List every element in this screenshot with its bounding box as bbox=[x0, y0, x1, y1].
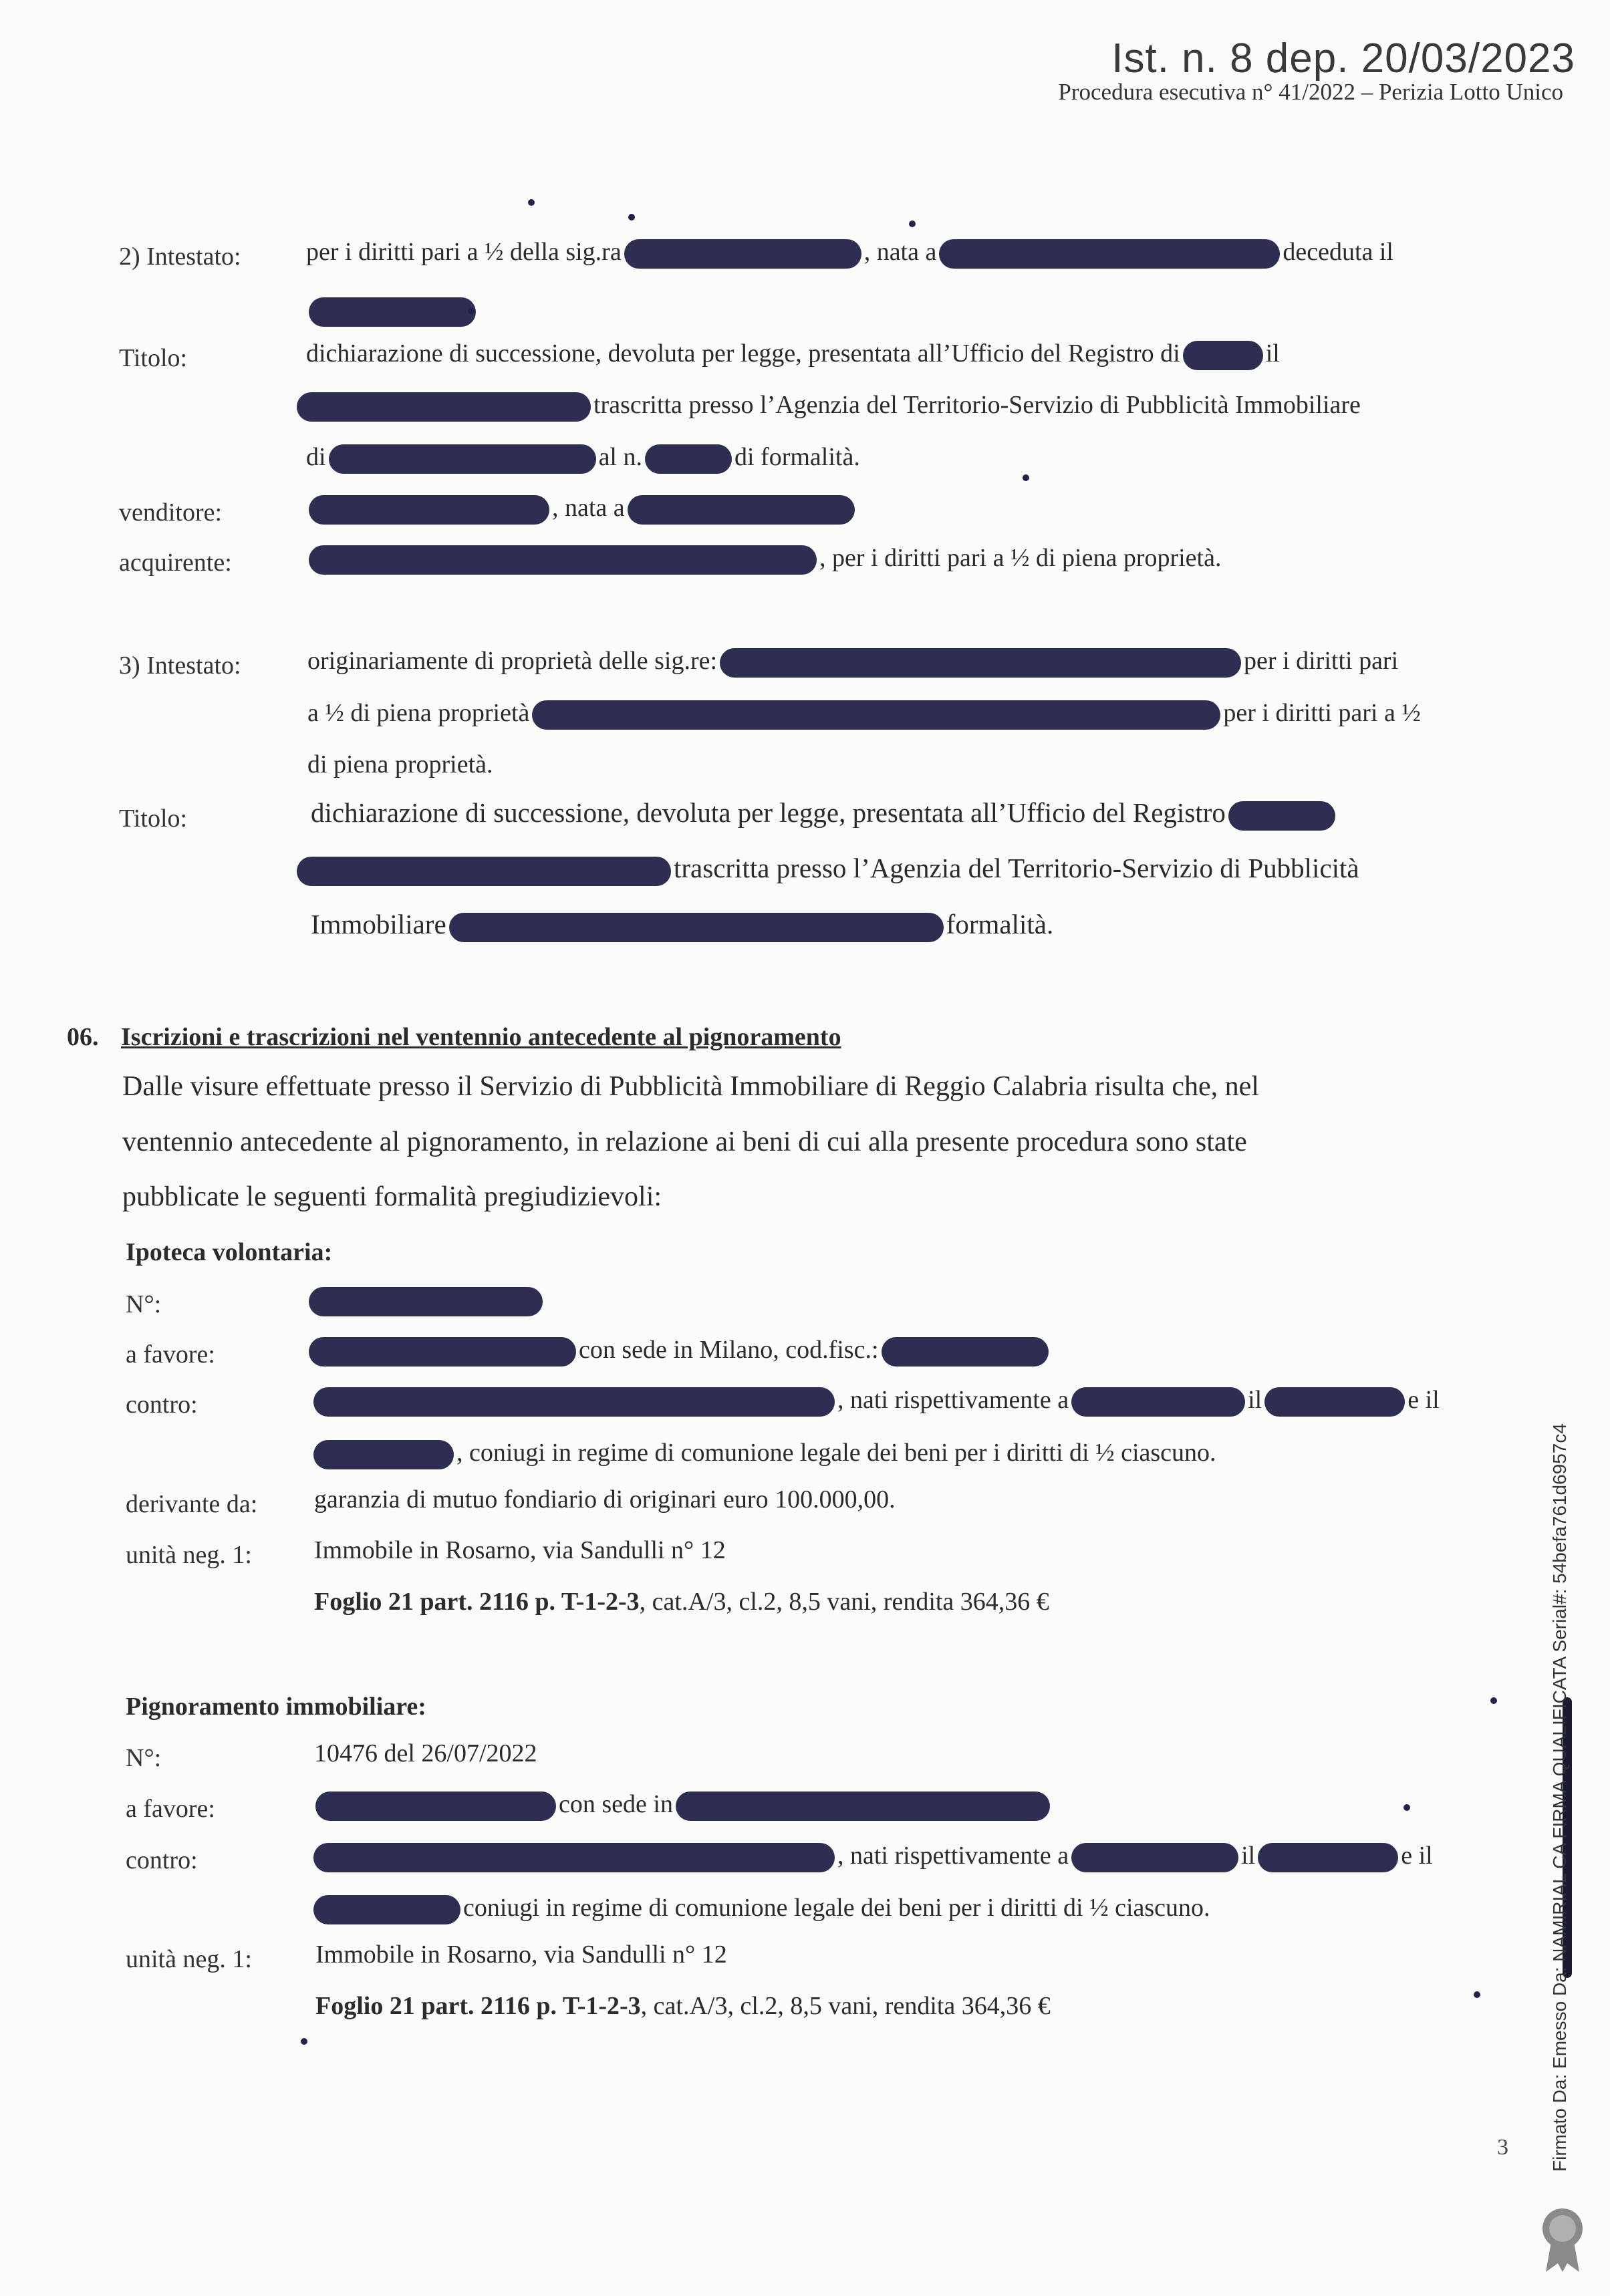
text-segment: il bbox=[1265, 339, 1280, 368]
foglio-bold: Foglio 21 part. 2116 p. T-1-2-3 bbox=[314, 1588, 640, 1616]
intestato-3-line1 bbox=[307, 648, 1398, 678]
text-segment: coniugi in regime di comunione legale dei beni per i diritti di ½ ciascuno. bbox=[463, 1894, 1210, 1922]
ink-speck bbox=[1403, 1804, 1410, 1811]
titolo-2-line3 bbox=[306, 444, 860, 474]
titolo-2-label: Titolo: bbox=[119, 344, 188, 372]
redaction-names bbox=[313, 1387, 835, 1417]
redaction-place bbox=[1228, 801, 1335, 831]
redaction-name bbox=[532, 700, 1220, 730]
venditore-label: venditore: bbox=[119, 498, 223, 527]
ink-speck bbox=[909, 221, 916, 227]
text-segment: con sede in Milano, cod.fisc.: bbox=[579, 1336, 879, 1364]
pignoramento-favore-value bbox=[313, 1791, 1053, 1821]
page-subtitle: Procedura esecutiva n° 41/2022 – Perizia Lotto Unico bbox=[1058, 79, 1563, 105]
redaction-birth bbox=[939, 239, 1280, 269]
pignoramento-unita-value: Immobile in Rosarno, via Sandulli n° 12 bbox=[315, 1941, 727, 1969]
section-06-heading bbox=[67, 1022, 841, 1052]
ipoteca-derivante-label: derivante da: bbox=[126, 1490, 258, 1518]
deposit-stamp: Ist. n. 8 dep. 20/03/2023 bbox=[1111, 35, 1575, 82]
redaction-name bbox=[309, 545, 817, 575]
text-segment: , nata a bbox=[552, 494, 625, 522]
redaction-number bbox=[645, 444, 732, 474]
text-segment: per i diritti pari bbox=[1244, 647, 1399, 675]
text-segment: e il bbox=[1401, 1842, 1433, 1870]
pignoramento-heading: Pignoramento immobiliare: bbox=[126, 1693, 426, 1721]
intestato-2-line2 bbox=[306, 297, 479, 327]
intestato-3-label: 3) Intestato: bbox=[119, 652, 241, 680]
redaction-creditor bbox=[315, 1791, 556, 1821]
ink-speck bbox=[301, 2038, 307, 2045]
redaction-date bbox=[313, 1440, 454, 1469]
acquirente-label: acquirente: bbox=[119, 549, 232, 577]
intestato-2-line1 bbox=[306, 239, 1393, 269]
page-number: 3 bbox=[1497, 2135, 1508, 2160]
pignoramento-n-label: N°: bbox=[126, 1744, 162, 1772]
redaction-bank bbox=[309, 1337, 576, 1367]
text-segment: , nati rispettivamente a bbox=[837, 1386, 1069, 1414]
text-segment: di bbox=[306, 443, 326, 471]
redaction-codfisc bbox=[882, 1337, 1049, 1367]
text-segment: trascritta presso l’Agenzia del Territorio-Servizio di Pubblicità bbox=[674, 853, 1359, 883]
text-segment: dichiarazione di successione, devoluta per legge, presentata all’Ufficio del Registro bbox=[311, 797, 1226, 828]
ipoteca-contro-line1 bbox=[311, 1387, 1440, 1417]
pignoramento-foglio bbox=[315, 1993, 1051, 2019]
text-segment: dichiarazione di successione, devoluta per legge, presentata all’Ufficio del Registro di bbox=[306, 339, 1180, 368]
text-segment: , coniugi in regime di comunione legale dei beni per i diritti di ½ ciascuno. bbox=[456, 1439, 1216, 1467]
titolo-3-line3 bbox=[311, 911, 1053, 942]
redaction-reg bbox=[449, 913, 944, 942]
text-segment: al n. bbox=[598, 443, 642, 471]
ipoteca-unita-label: unità neg. 1: bbox=[126, 1541, 252, 1569]
text-segment: per i diritti pari a ½ bbox=[1223, 699, 1421, 727]
intestato-3-line3: di piena proprietà. bbox=[307, 750, 493, 778]
redaction-reg bbox=[297, 392, 591, 422]
text-segment: trascritta presso l’Agenzia del Territorio-Servizio di Pubblicità Immobiliare bbox=[593, 391, 1361, 419]
redaction-date bbox=[309, 297, 476, 327]
foglio-rest: , cat.A/3, cl.2, 8,5 vani, rendita 364,36 € bbox=[640, 1992, 1051, 2020]
pignoramento-contro-label: contro: bbox=[126, 1846, 198, 1874]
text-segment: , nati rispettivamente a bbox=[837, 1842, 1069, 1870]
redaction-place-codfisc bbox=[676, 1791, 1050, 1821]
intestato-2-label: 2) Intestato: bbox=[119, 243, 241, 271]
redaction-reg bbox=[297, 857, 671, 886]
ipoteca-foglio bbox=[314, 1589, 1049, 1614]
foglio-rest: , cat.A/3, cl.2, 8,5 vani, rendita 364,36 € bbox=[639, 1588, 1049, 1616]
section-06-para-line3: pubblicate le seguenti formalità pregiudizievoli: bbox=[122, 1181, 662, 1212]
intestato-3-line2 bbox=[307, 700, 1421, 730]
ink-speck bbox=[628, 214, 635, 221]
text-segment: a ½ di piena proprietà bbox=[307, 699, 530, 727]
titolo-2-line2 bbox=[294, 392, 1361, 422]
redaction-place bbox=[1183, 341, 1263, 370]
section-06-para-line1: Dalle visure effettuate presso il Servizio di Pubblicità Immobiliare di Reggio Calabria risulta che, nel bbox=[122, 1071, 1259, 1102]
ink-speck bbox=[1490, 1697, 1497, 1704]
text-segment: per i diritti pari a ½ della sig.ra bbox=[306, 238, 622, 266]
ink-speck bbox=[528, 199, 535, 206]
pignoramento-n-value: 10476 del 26/07/2022 bbox=[314, 1739, 537, 1767]
text-segment: il bbox=[1241, 1842, 1256, 1870]
redaction-reg bbox=[329, 444, 596, 474]
ink-speck bbox=[1474, 1991, 1480, 1998]
redaction-names bbox=[313, 1843, 835, 1872]
section-06-para-line2: ventennio antecedente al pignoramento, in relazione ai beni di cui alla presente procedura sono state bbox=[122, 1127, 1247, 1157]
venditore-value bbox=[306, 495, 857, 525]
redaction-name bbox=[624, 239, 861, 269]
redaction-date bbox=[1258, 1843, 1398, 1872]
redaction-name bbox=[309, 495, 549, 525]
section-title: Iscrizioni e trascrizioni nel ventennio antecedente al pignoramento bbox=[121, 1023, 841, 1051]
text-segment: deceduta il bbox=[1283, 238, 1393, 266]
pignoramento-unita-label: unità neg. 1: bbox=[126, 1945, 252, 1973]
ipoteca-contro-label: contro: bbox=[126, 1391, 198, 1419]
ink-speck bbox=[468, 307, 475, 314]
ipoteca-n-label: N°: bbox=[126, 1290, 162, 1318]
ipoteca-favore-label: a favore: bbox=[126, 1340, 215, 1369]
text-segment: , nata a bbox=[863, 238, 937, 266]
titolo-3-line2 bbox=[294, 855, 1359, 886]
ipoteca-favore-value bbox=[306, 1337, 1051, 1367]
redaction-place bbox=[1071, 1843, 1238, 1872]
text-segment: il bbox=[1248, 1386, 1262, 1414]
text-segment: Immobiliare bbox=[311, 909, 446, 940]
titolo-3-line1 bbox=[311, 799, 1338, 831]
ink-speck bbox=[1023, 474, 1029, 481]
redaction-date bbox=[313, 1895, 460, 1924]
ipoteca-heading: Ipoteca volontaria: bbox=[126, 1238, 333, 1266]
seal-icon bbox=[1526, 2202, 1599, 2275]
pignoramento-contro-line1 bbox=[311, 1843, 1433, 1872]
redaction-name bbox=[720, 648, 1241, 678]
ipoteca-derivante-value: garanzia di mutuo fondiario di originari euro 100.000,00. bbox=[314, 1485, 896, 1514]
text-segment: di formalità. bbox=[734, 443, 860, 471]
text-segment: e il bbox=[1407, 1386, 1440, 1414]
foglio-bold: Foglio 21 part. 2116 p. T-1-2-3 bbox=[315, 1992, 641, 2020]
text-segment: , per i diritti pari a ½ di piena proprietà. bbox=[819, 544, 1222, 572]
ipoteca-contro-line2 bbox=[311, 1440, 1216, 1469]
redaction-number bbox=[309, 1287, 543, 1316]
text-segment: con sede in bbox=[559, 1790, 673, 1818]
section-number: 06. bbox=[67, 1023, 99, 1051]
redaction-birth bbox=[628, 495, 855, 525]
titolo-2-line1 bbox=[306, 341, 1280, 370]
pignoramento-contro-line2 bbox=[311, 1895, 1210, 1924]
text-segment: originariamente di proprietà delle sig.re: bbox=[307, 647, 718, 675]
titolo-3-label: Titolo: bbox=[119, 805, 188, 833]
ipoteca-unita-value: Immobile in Rosarno, via Sandulli n° 12 bbox=[314, 1536, 726, 1564]
ipoteca-n-value bbox=[306, 1287, 545, 1316]
redaction-date bbox=[1264, 1387, 1405, 1417]
digital-signature-text: Firmato Da: Emesso Da: NAMIRIAL CA FIRMA QUALIFICATA Serial#: 54befa761d6957c4 bbox=[1549, 1423, 1570, 2172]
redaction-place bbox=[1071, 1387, 1245, 1417]
pignoramento-favore-label: a favore: bbox=[126, 1795, 215, 1823]
text-segment: formalità. bbox=[946, 909, 1054, 940]
acquirente-value bbox=[306, 545, 1221, 575]
